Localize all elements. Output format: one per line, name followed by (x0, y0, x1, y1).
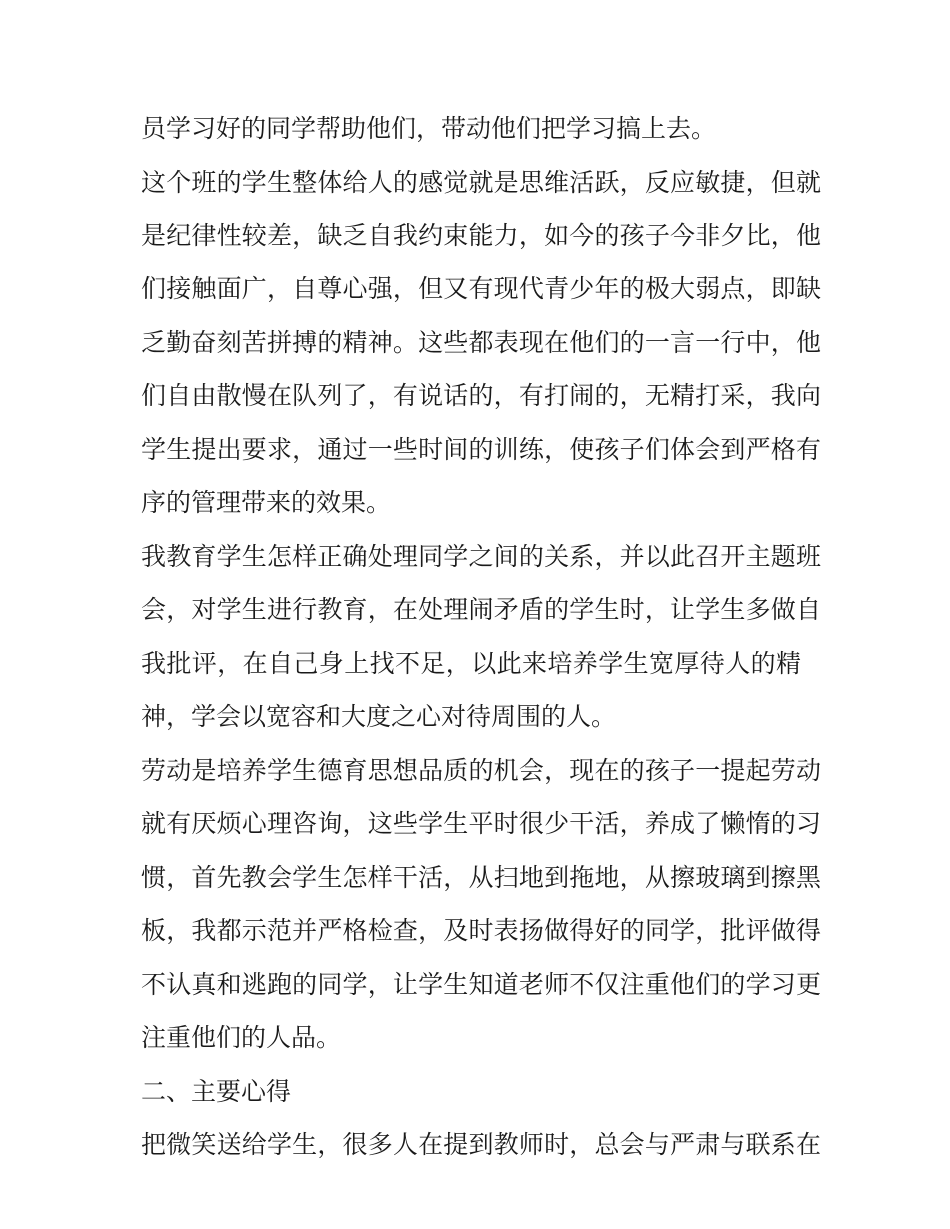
text-line: 注重他们的人品。 (141, 1023, 342, 1052)
text-line: 乏勤奋刻苦拼搏的精神。这些都表现在他们的一言一行中，他 (141, 328, 821, 357)
text-line: 会，对学生进行教育，在处理闹矛盾的学生时，让学生多做自 (141, 595, 821, 624)
text-line: 们自由散慢在队列了，有说话的，有打闹的，无精打采，我向 (141, 381, 821, 410)
text-line: 我教育学生怎样正确处理同学之间的关系，并以此召开主题班 (141, 542, 821, 571)
text-line: 员学习好的同学帮助他们，带动他们把学习搞上去。 (141, 114, 717, 143)
section-heading: 二、主要心得 (141, 1077, 292, 1106)
text-line: 板，我都示范并严格检查，及时表扬做得好的同学，批评做得 (141, 916, 821, 945)
text-line: 我批评，在自己身上找不足，以此来培养学生宽厚待人的精 (141, 649, 801, 678)
text-line: 们接触面广，自尊心强，但又有现代青少年的极大弱点，即缺 (141, 274, 821, 303)
text-line: 序的管理带来的效果。 (141, 488, 392, 517)
text-line: 神，学会以宽容和大度之心对待周围的人。 (141, 702, 617, 731)
text-line: 学生提出要求，通过一些时间的训练，使孩子们体会到严格有 (141, 435, 821, 464)
text-line: 就有厌烦心理咨询，这些学生平时很少干活，养成了懒惰的习 (141, 809, 821, 838)
text-line: 把微笑送给学生，很多人在提到教师时，总会与严肃与联系在 (141, 1130, 821, 1159)
text-line: 是纪律性较差，缺乏自我约束能力，如今的孩子今非夕比，他 (141, 221, 821, 250)
text-line: 劳动是培养学生德育思想品质的机会，现在的孩子一提起劳动 (141, 756, 821, 785)
text-line: 不认真和逃跑的同学，让学生知道老师不仅注重他们的学习更 (141, 970, 821, 999)
text-line: 惯，首先教会学生怎样干活，从扫地到拖地，从擦玻璃到擦黑 (141, 863, 821, 892)
text-line: 这个班的学生整体给人的感觉就是思维活跃，反应敏捷，但就 (141, 168, 821, 197)
